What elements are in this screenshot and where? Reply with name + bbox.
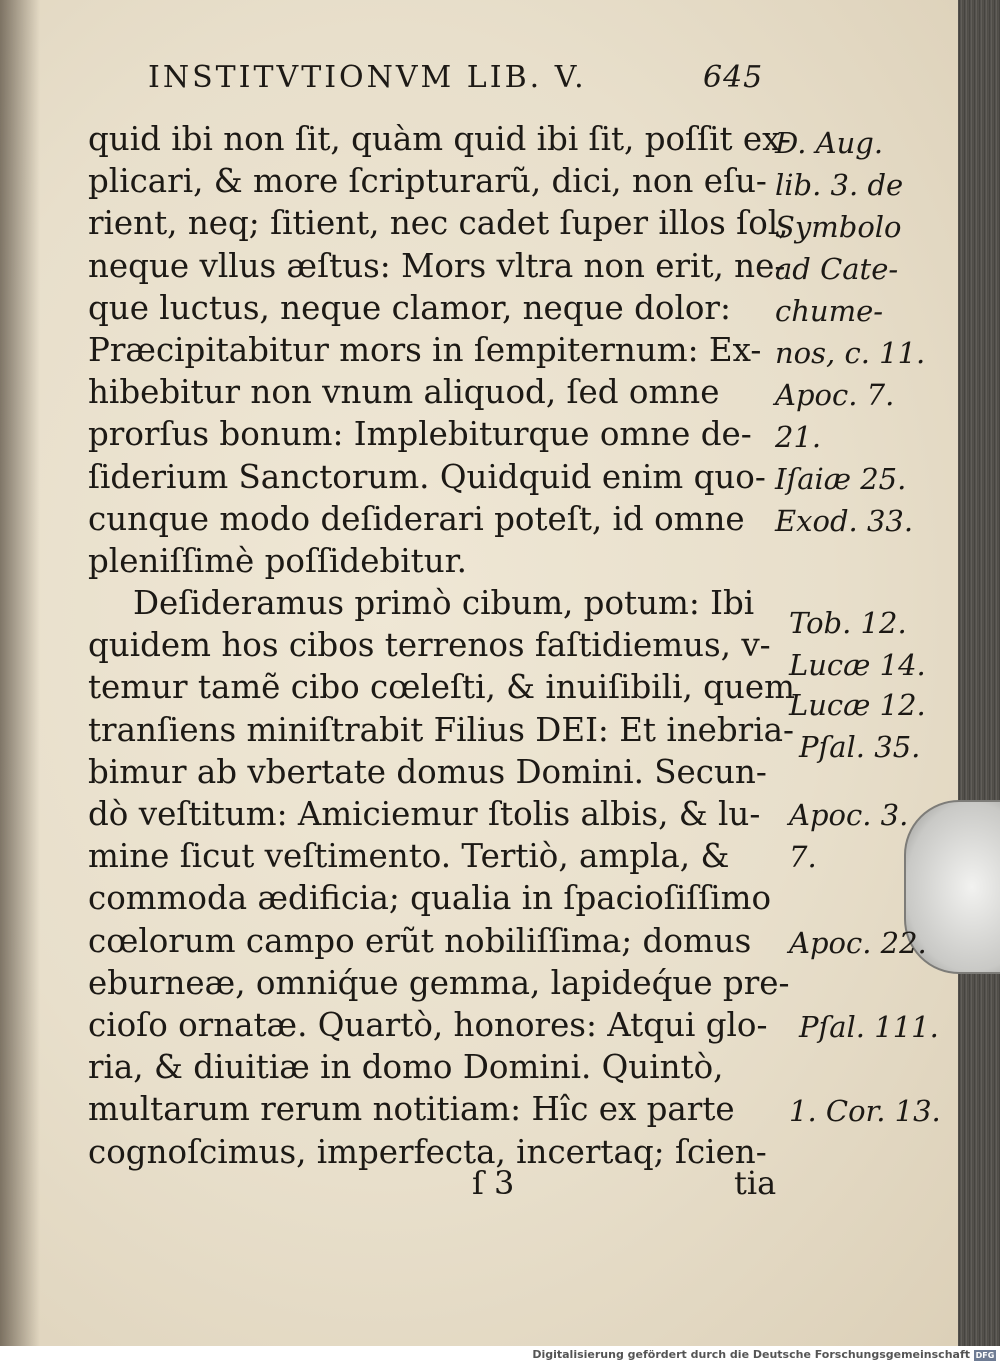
text-line: cioſo ornatæ. Quartò, honores: Atqui glo- [88, 1005, 768, 1044]
text-line: hibebitur non vnum aliquod, ſed omne [88, 373, 720, 412]
marginal-note: Exod. 33. [775, 504, 914, 538]
main-text [88, 118, 795, 1173]
text-line: ria, & diuitiæ in domo Domini. Quintò, [88, 1048, 724, 1087]
marginal-note: 21. [775, 420, 822, 454]
marginal-note: D. Aug. [775, 126, 884, 160]
marginal-note: Lucæ 12. [789, 688, 926, 722]
text-line: plicari, & more ſcripturarũ, dici, non eſu- [88, 162, 767, 201]
marginal-note: nos, c. 11. [775, 336, 926, 370]
digitization-footer [0, 1346, 1000, 1366]
signature-mark: ſ 3 [472, 1164, 515, 1202]
text-line: cognoſcimus, imperfecta, incertaq; ſcien- [88, 1132, 767, 1171]
dfg-logo: DFG [975, 1351, 995, 1360]
text-line: eburneæ, omniq́ue gemma, lapideq́ue pre- [88, 963, 790, 1002]
marginal-note: Tob. 12. [789, 606, 907, 640]
text-line: quidem hos cibos terrenos faſtidiemus, v- [88, 626, 771, 665]
text-line: neque vllus æſtus: Mors vltra non erit, ne- [88, 246, 786, 285]
text-line: prorſus bonum: Implebiturque omne de- [88, 415, 752, 454]
marginal-note: Apoc. 3. [789, 798, 909, 832]
text-line: quid ibi non ſit, quàm quid ibi ſit, poſſit ex- [88, 120, 791, 158]
marginal-note: 7. [789, 840, 817, 874]
text-line: dò veſtitum: Amiciemur ſtolis albis, & lu- [88, 795, 761, 833]
page-edges [958, 0, 1000, 1346]
text-line: pleniſſimè poſſidebitur. [88, 541, 467, 580]
marginal-note: Apoc. 22. [789, 926, 927, 960]
text-line: rient, neq; ſitient, nec cadet ſuper illos ſol, [88, 204, 789, 243]
text-line: mine ſicut veſtimento. Tertiò, ampla, & [88, 837, 730, 876]
text-line: temur tamẽ cibo cœleſti, & inuiſibili, quem [88, 668, 795, 707]
marginal-note: ad Cate- [775, 252, 899, 286]
marginal-note: chume- [775, 294, 884, 328]
text-line: commoda ædificia; qualia in ſpacioſiſſimo [88, 879, 772, 918]
text-line: ſiderium Sanctorum. Quidquid enim quo- [88, 457, 766, 496]
marginal-note: Pſal. 111. [799, 1010, 939, 1044]
text-line: tranſiens miniſtrabit Filius DEI: Et inebria- [88, 710, 794, 749]
marginal-note: Lucæ 14. [789, 648, 926, 682]
catchword: tia [734, 1164, 777, 1202]
marginal-note: Apoc. 7. [775, 378, 895, 412]
funding-credit: Digitalisierung gefördert durch die Deutsche Forschungsgemeinschaft [532, 1348, 970, 1361]
text-line: bimur ab vbertate domus Domini. Secun- [88, 752, 767, 791]
marginal-note: Iſaiæ 25. [775, 462, 907, 496]
running-title: INSTITVTIONVM LIB. V. [148, 60, 587, 95]
text-line: Deſideramus primò cibum, potum: Ibi [133, 584, 755, 623]
text-line: cunque modo deſiderari poteſt, id omne [88, 499, 745, 538]
marginal-note: Symbolo [775, 210, 902, 244]
page-number: 645 [703, 60, 764, 95]
marginal-note: Pſal. 35. [799, 730, 921, 764]
text-line: que luctus, neque clamor, neque dolor: [88, 288, 731, 327]
running-head [148, 60, 768, 100]
text-line: cœlorum campo erũt nobiliſſima; domus [88, 921, 752, 960]
text-line: Præcipitabitur mors in ſempiternum: Ex- [88, 330, 762, 369]
text-line: multarum rerum notitiam: Hîc ex parte [88, 1090, 735, 1129]
gutter-shadow [0, 0, 40, 1346]
marginal-note: lib. 3. de [775, 168, 904, 202]
marginal-note: 1. Cor. 13. [789, 1094, 941, 1128]
